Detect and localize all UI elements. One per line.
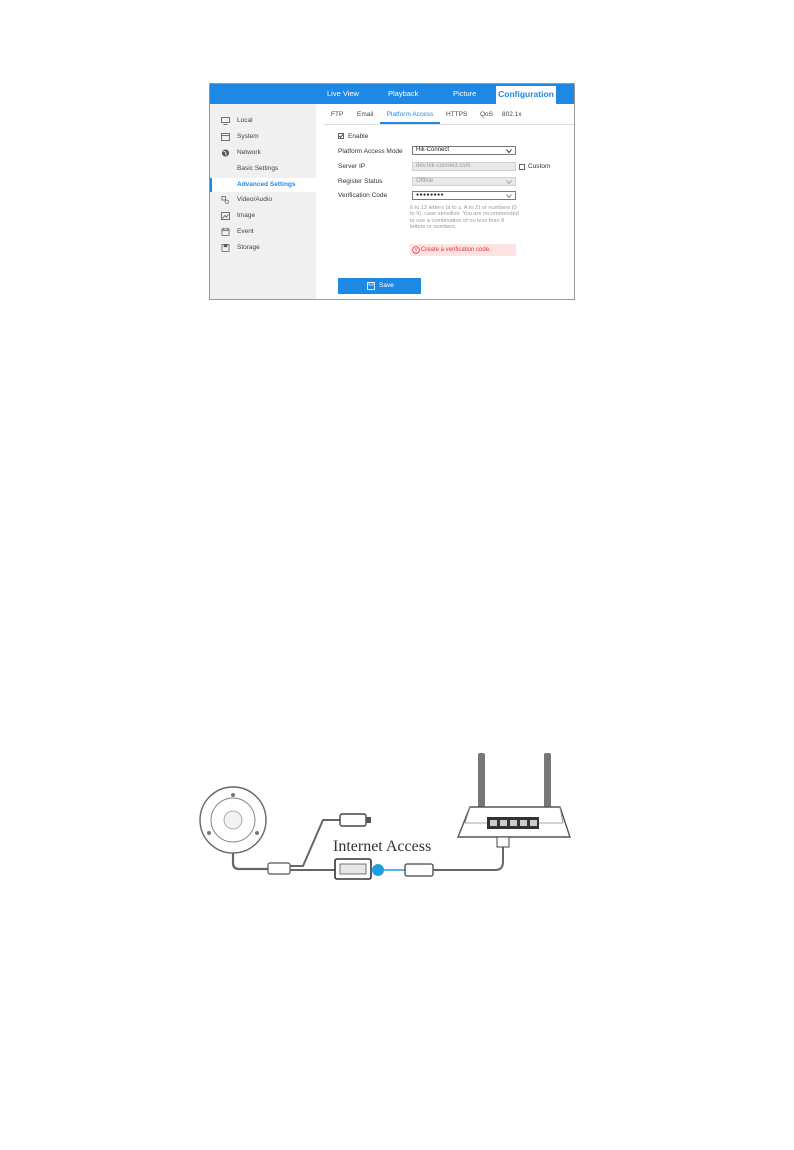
tab-qos[interactable]: QoS	[480, 111, 494, 118]
sidebar-item-storage[interactable]	[210, 241, 316, 255]
server-ip-input[interactable]	[412, 162, 516, 171]
nav-picture[interactable]: Picture	[453, 89, 477, 98]
platform-access-mode-value: Hik-Connect	[416, 147, 450, 153]
register-status-label: Register Status	[338, 178, 383, 185]
camera-web-ui-screenshot	[209, 83, 575, 300]
chevron-down-icon	[506, 179, 512, 185]
sidebar-item-label: Basic Settings	[237, 165, 279, 172]
enable-checkbox[interactable]	[338, 133, 344, 139]
nav-live-view[interactable]: Live View	[327, 89, 359, 98]
sidebar-item-local[interactable]	[210, 114, 316, 128]
network-cable-plug-icon	[405, 864, 433, 876]
floppy-disk-icon	[367, 282, 375, 290]
tab-email[interactable]: Email	[357, 111, 374, 118]
sidebar-item-video-audio[interactable]	[210, 193, 316, 207]
sidebar-item-system[interactable]	[210, 130, 316, 144]
router-icon	[458, 753, 570, 847]
image-icon	[221, 212, 230, 220]
enable-label: Enable	[348, 133, 369, 140]
tab-bar	[324, 108, 574, 125]
platform-access-mode-label: Platform Access Mode	[338, 148, 403, 155]
calendar-icon	[221, 228, 230, 236]
error-text: Create a verification code.	[421, 247, 491, 253]
connection-diagram	[195, 745, 585, 895]
nav-configuration[interactable]: Configuration	[496, 86, 556, 104]
nav-playback[interactable]: Playback	[388, 89, 419, 98]
tab-802-1x[interactable]: 802.1x	[502, 111, 522, 118]
custom-label: Custom	[528, 163, 551, 170]
platform-access-mode-select[interactable]	[412, 146, 516, 155]
globe-icon	[221, 149, 230, 157]
register-status-value: Offline	[416, 178, 434, 184]
verification-code-label: Verification Code	[338, 192, 388, 199]
power-connector-icon	[340, 814, 366, 826]
sidebar-item-label: Network	[237, 149, 261, 156]
chevron-down-icon	[506, 148, 512, 154]
dome-camera-icon	[200, 787, 266, 853]
top-navigation-bar	[210, 84, 574, 104]
connection-point-icon	[372, 864, 384, 876]
sidebar-item-label: Storage	[237, 244, 260, 251]
sidebar-item-label: Image	[237, 212, 256, 219]
verification-code-hint: 6 to 12 letters (a to z, A to Z) or numbers (0 to 9), case sensitive. You are recommended to use a combination of no less than 8 letters or numbers.	[410, 205, 519, 230]
save-button[interactable]	[338, 278, 421, 294]
sidebar	[210, 104, 316, 299]
error-message	[410, 244, 516, 256]
sidebar-item-advanced-settings[interactable]	[210, 178, 316, 192]
sidebar-item-label: Local	[237, 117, 253, 124]
sidebar-item-label: Video/Audio	[237, 196, 272, 203]
save-button-label: Save	[379, 282, 394, 289]
verification-code-value: ●●●●●●●●	[416, 192, 445, 198]
power-connector-tip	[366, 817, 371, 823]
checkmark-icon	[338, 133, 344, 139]
custom-checkbox[interactable]	[519, 164, 525, 170]
sidebar-item-event[interactable]	[210, 225, 316, 239]
tab-https[interactable]: HTTPS	[446, 111, 468, 118]
internet-access-label: Internet Access	[333, 838, 432, 855]
monitor-icon	[221, 117, 230, 125]
sidebar-item-basic-settings[interactable]	[210, 162, 316, 176]
server-ip-label: Server IP	[338, 163, 366, 170]
storage-icon	[221, 244, 230, 252]
sidebar-item-label: Event	[237, 228, 254, 235]
tab-platform-access[interactable]: Platform Access	[380, 108, 440, 124]
verification-code-input[interactable]	[412, 191, 516, 200]
chevron-down-icon	[506, 193, 512, 199]
system-window-icon	[221, 133, 230, 141]
sidebar-item-image[interactable]	[210, 209, 316, 223]
cable-joint	[268, 863, 290, 874]
camera-cable	[233, 853, 269, 869]
error-icon	[412, 246, 420, 254]
register-status-select	[412, 177, 516, 186]
sidebar-item-label: Advanced Settings	[237, 181, 296, 188]
network-cable	[433, 845, 503, 870]
video-audio-icon	[221, 196, 230, 204]
sidebar-item-label: System	[237, 133, 259, 140]
tab-ftp[interactable]: FTP	[331, 111, 344, 118]
sidebar-item-network[interactable]	[210, 146, 316, 160]
server-ip-value: dev.hik-connect.com	[416, 163, 471, 169]
